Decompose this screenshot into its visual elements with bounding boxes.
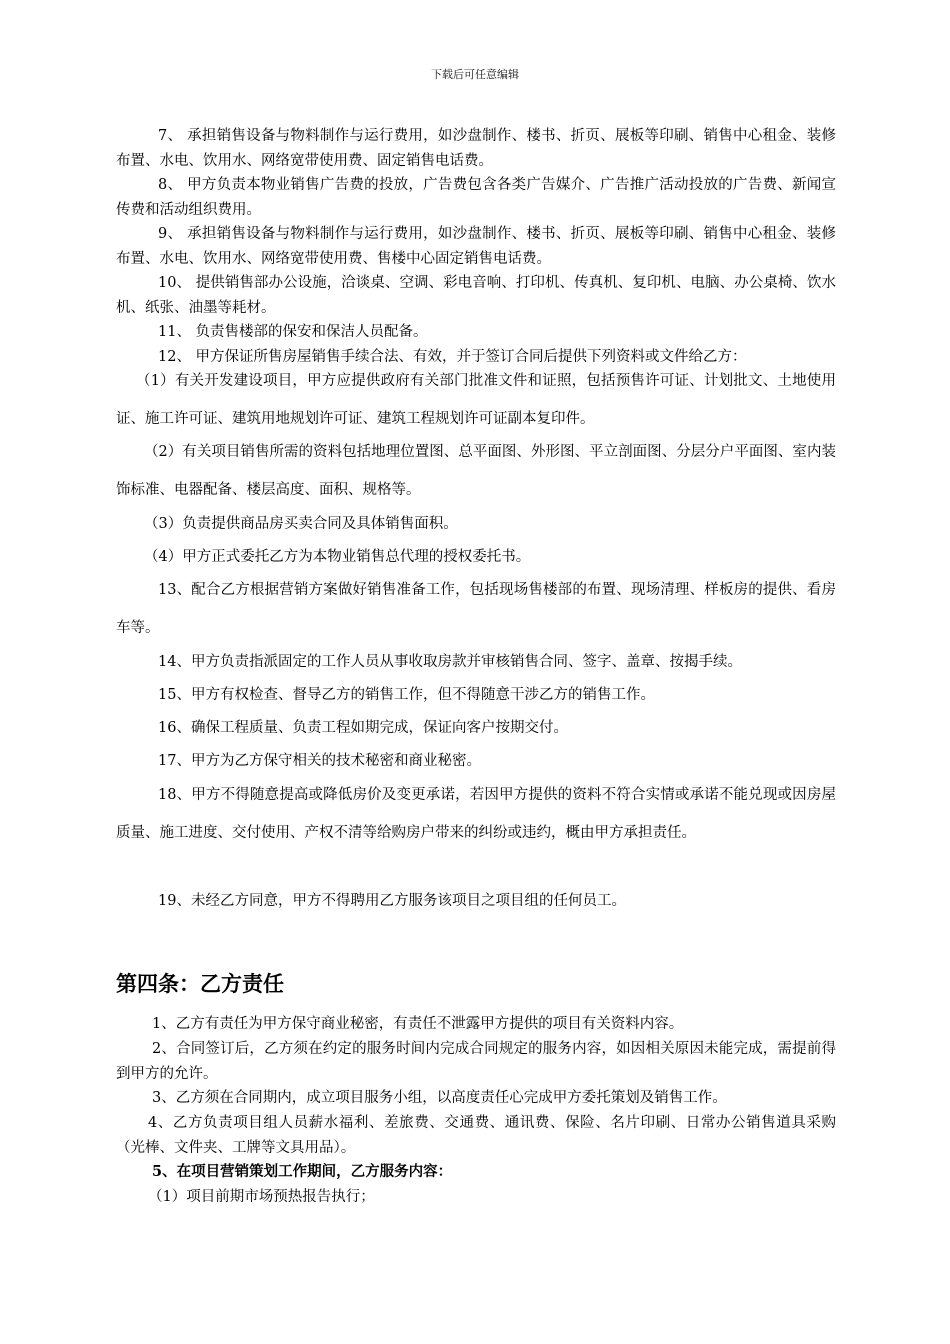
- section-4-item-3: 3、乙方须在合同期内，成立项目服务小组，以高度责任心完成甲方委托策划及销售工作。: [152, 1090, 727, 1106]
- section-4-item-1: 1、乙方有责任为甲方保守商业秘密，有责任不泄露甲方提供的项目有关资料内容。: [152, 1016, 684, 1032]
- download-note: 下载后可任意编辑: [431, 68, 519, 81]
- clause-16: 16、确保工程质量、负责工程如期完成，保证向客户按期交付。: [158, 720, 568, 736]
- clause-10: 10、 提供销售部办公设施，洽谈桌、空调、彩电音响、打印机、传真机、复印机、电脑、办公桌椅、饮水机、纸张、油墨等耗材。: [116, 275, 836, 316]
- clause-15: 15、甲方有权检查、督导乙方的销售工作，但不得随意干涉乙方的销售工作。: [158, 687, 655, 703]
- section-4-item-5: 5、在项目营销策划工作期间，乙方服务内容：: [152, 1163, 453, 1180]
- section-4-item-5-1: （1）项目前期市场预热报告执行；: [148, 1189, 375, 1205]
- clause-18: 18、甲方不得随意提高或降低房价及变更承诺，若因甲方提供的资料不符合实情或承诺不能兑现或因房屋质量、施工进度、交付使用、产权不清等给购房户带来的纠纷或违约，概由甲方承担责任。: [116, 787, 836, 841]
- clause-12-item-2: （2）有关项目销售所需的资料包括地理位置图、总平面图、外形图、平立剖面图、分层分户平面图、室内装饰标准、电器配备、楼层高度、面积、规格等。: [116, 444, 836, 498]
- section-4-item-4: 4、乙方负责项目组人员薪水福利、差旅费、交通费、通讯费、保险、名片印刷、日常办公销售道具采购（光棒、文件夹、工牌等文具用品）。: [116, 1115, 836, 1156]
- clause-12: 12、 甲方保证所售房屋销售手续合法、有效，并于签订合同后提供下列资料或文件给乙方：: [158, 349, 747, 365]
- clause-8: 8、 甲方负责本物业销售广告费的投放，广告费包含各类广告媒介、广告推广活动投放的广告费、新闻宣传费和活动组织费用。: [116, 177, 836, 218]
- clause-7: 7、 承担销售设备与物料制作与运行费用，如沙盘制作、楼书、折页、展板等印刷、销售中心租金、装修布置、水电、饮用水、网络宽带使用费、固定销售电话费。: [116, 128, 836, 169]
- clause-11: 11、 负责售楼部的保安和保洁人员配备。: [158, 324, 428, 340]
- section-4-item-2: 2、合同签订后，乙方须在约定的服务时间内完成合同规定的服务内容，如因相关原因未能完成，需提前得到甲方的允许。: [116, 1041, 836, 1082]
- clause-13: 13、配合乙方根据营销方案做好销售准备工作，包括现场售楼部的布置、现场清理、样板房的提供、看房车等。: [116, 582, 836, 636]
- clause-19: 19、未经乙方同意，甲方不得聘用乙方服务该项目之项目组的任何员工。: [158, 893, 626, 909]
- clause-12-item-4: （4）甲方正式委托乙方为本物业销售总代理的授权委托书。: [144, 549, 531, 565]
- clause-12-item-1: （1）有关开发建设项目，甲方应提供政府有关部门批准文件和证照，包括预售许可证、计划批文、土地使用证、施工许可证、建筑用地规划许可证、建筑工程规划许可证副本复印件。: [116, 373, 836, 427]
- clause-14: 14、甲方负责指派固定的工作人员从事收取房款并审核销售合同、签字、盖章、按揭手续。: [158, 654, 742, 670]
- section-4-title: 第四条：乙方责任: [116, 972, 284, 996]
- clause-17: 17、甲方为乙方保守相关的技术秘密和商业秘密。: [158, 753, 481, 769]
- clause-9: 9、 承担销售设备与物料制作与运行费用，如沙盘制作、楼书、折页、展板等印刷、销售中心租金、装修布置、水电、饮用水、网络宽带使用费、售楼中心固定销售电话费。: [116, 226, 836, 267]
- clause-12-item-3: （3）负责提供商品房买卖合同及具体销售面积。: [144, 516, 458, 532]
